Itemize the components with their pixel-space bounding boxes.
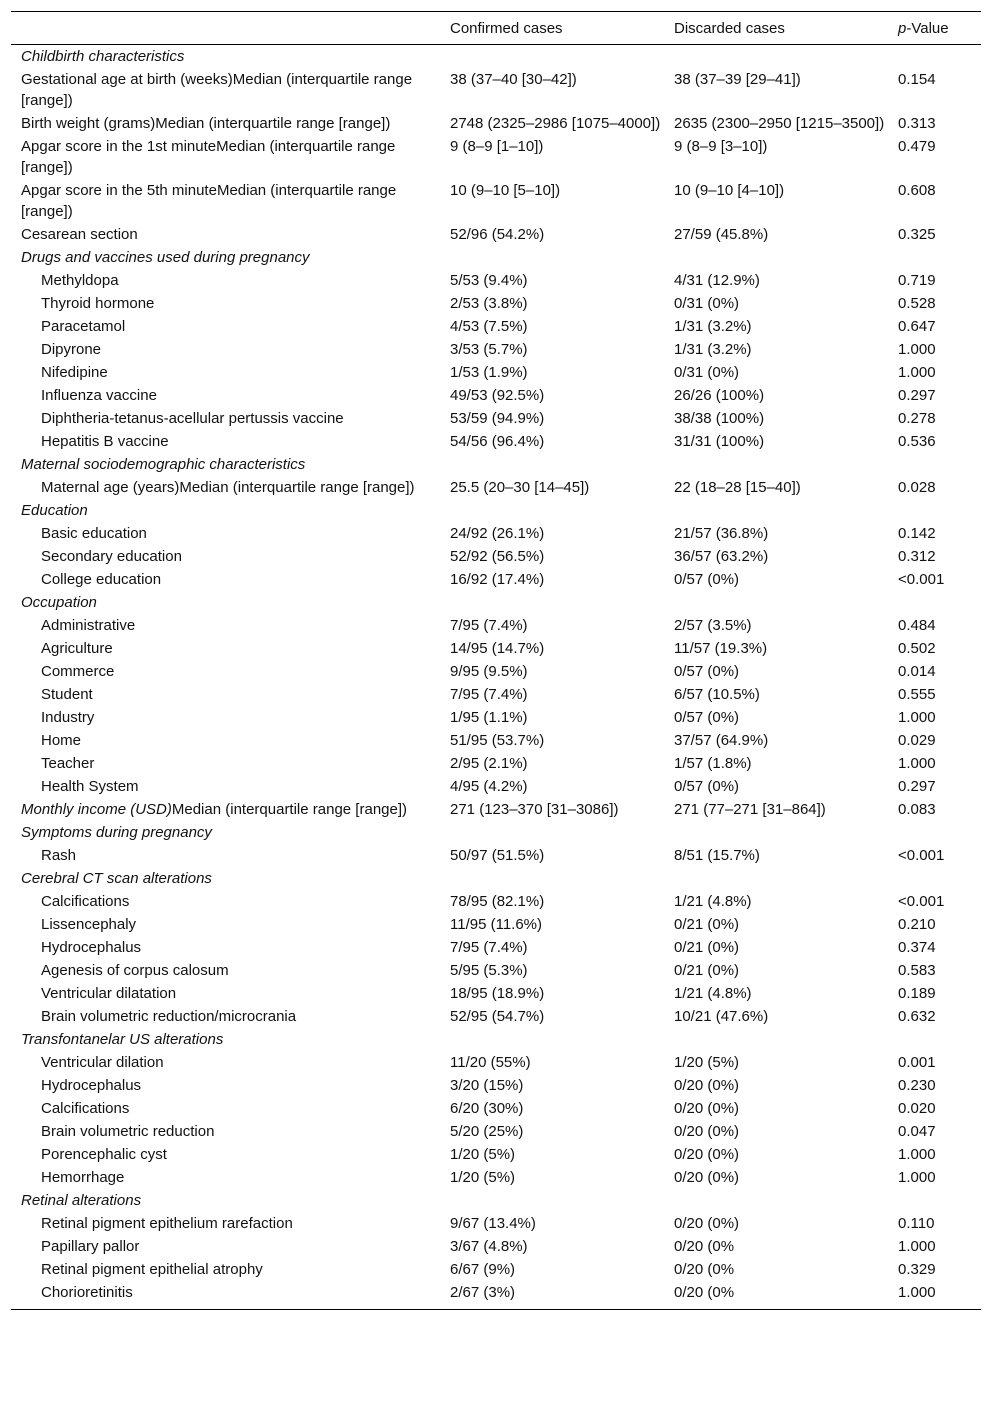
discarded-cell: 9 (8–9 [3–10]) xyxy=(674,138,768,155)
confirmed-cell: 50/97 (51.5%) xyxy=(450,847,545,864)
header-discarded: Discarded cases xyxy=(674,19,785,37)
row-label: Calcifications xyxy=(41,893,130,910)
section-row xyxy=(11,45,981,69)
row-label: Hydrocephalus xyxy=(41,939,142,956)
discarded-cell: 21/57 (36.8%) xyxy=(674,525,769,542)
p-value-cell: 0.312 xyxy=(898,548,936,565)
p-value-cell: 0.110 xyxy=(898,1215,935,1232)
row-label: Brain volumetric reduction xyxy=(41,1123,215,1140)
row-label: Lissencephaly xyxy=(41,916,137,933)
row-label: Ventricular dilation xyxy=(41,1054,164,1071)
table-row xyxy=(11,545,981,568)
p-value-cell: 1.000 xyxy=(898,709,936,726)
discarded-cell: 1/21 (4.8%) xyxy=(674,985,752,1002)
row-label: Cesarean section xyxy=(21,226,138,243)
discarded-cell: 1/31 (3.2%) xyxy=(674,318,752,335)
confirmed-cell: 52/92 (56.5%) xyxy=(450,548,545,565)
table-row xyxy=(11,430,981,453)
discarded-cell: 0/20 (0%) xyxy=(674,1077,740,1094)
table-row xyxy=(11,338,981,361)
header-p-value xyxy=(888,12,981,45)
table-row xyxy=(11,614,981,637)
row-label: Retinal pigment epithelial atrophy xyxy=(41,1261,263,1278)
table-row xyxy=(11,1281,981,1310)
p-value-cell: 0.001 xyxy=(898,1054,936,1071)
table-row xyxy=(11,637,981,660)
table-row xyxy=(11,361,981,384)
discarded-cell: 0/57 (0%) xyxy=(674,663,740,680)
table-header-row xyxy=(11,12,981,45)
confirmed-cell: 53/59 (94.9%) xyxy=(450,410,545,427)
table-row xyxy=(11,476,981,499)
section-row xyxy=(11,821,981,844)
discarded-cell: 38/38 (100%) xyxy=(674,410,765,427)
table-row xyxy=(11,913,981,936)
section-title: Retinal alterations xyxy=(21,1192,142,1209)
table-row xyxy=(11,959,981,982)
p-value-cell: 0.189 xyxy=(898,985,936,1002)
p-value-cell: 0.647 xyxy=(898,318,936,335)
confirmed-cell: 5/20 (25%) xyxy=(450,1123,524,1140)
row-label xyxy=(11,798,440,821)
discarded-cell: 38 (37–39 [29–41]) xyxy=(674,71,801,88)
p-value-cell: 0.297 xyxy=(898,778,936,795)
p-value-cell: <0.001 xyxy=(898,847,945,864)
confirmed-cell: 4/53 (7.5%) xyxy=(450,318,528,335)
p-value-cell: 1.000 xyxy=(898,364,936,381)
row-label: Calcifications xyxy=(41,1100,130,1117)
table-row xyxy=(11,1120,981,1143)
table-row xyxy=(11,1143,981,1166)
row-label: Commerce xyxy=(41,663,115,680)
row-label: Basic education xyxy=(41,525,147,542)
discarded-cell: 36/57 (63.2%) xyxy=(674,548,769,565)
p-value-cell: 0.014 xyxy=(898,663,936,680)
row-label: Agriculture xyxy=(41,640,113,657)
discarded-cell: 1/57 (1.8%) xyxy=(674,755,752,772)
p-value-cell: 0.020 xyxy=(898,1100,936,1117)
row-label: Secondary education xyxy=(41,548,182,565)
p-value-cell: <0.001 xyxy=(898,893,945,910)
table-row xyxy=(11,68,981,112)
p-value-cell: <0.001 xyxy=(898,571,945,588)
table-row xyxy=(11,179,981,223)
section-title: Drugs and vaccines used during pregnancy xyxy=(21,249,310,266)
row-label: Apgar score in the 1st minuteMedian (interquartile range [range]) xyxy=(21,138,396,176)
discarded-cell: 0/21 (0%) xyxy=(674,916,740,933)
row-label: Hepatitis B vaccine xyxy=(41,433,169,450)
discarded-cell: 22 (18–28 [15–40]) xyxy=(674,479,801,496)
confirmed-cell: 2/53 (3.8%) xyxy=(450,295,528,312)
discarded-cell: 0/20 (0%) xyxy=(674,1215,740,1232)
table-row xyxy=(11,890,981,913)
row-label-italic: Monthly income (USD) xyxy=(21,801,172,818)
table-row xyxy=(11,936,981,959)
confirmed-cell: 51/95 (53.7%) xyxy=(450,732,545,749)
confirmed-cell: 1/20 (5%) xyxy=(450,1169,516,1186)
discarded-cell: 31/31 (100%) xyxy=(674,433,765,450)
table-row xyxy=(11,269,981,292)
row-label: Ventricular dilatation xyxy=(41,985,177,1002)
row-label: Apgar score in the 5th minuteMedian (interquartile range [range]) xyxy=(21,182,397,220)
row-label-rest: Median (interquartile range [range]) xyxy=(171,801,408,818)
confirmed-cell: 54/56 (96.4%) xyxy=(450,433,545,450)
discarded-cell: 0/20 (0%) xyxy=(674,1146,740,1163)
section-title: Education xyxy=(21,502,88,519)
table-row xyxy=(11,223,981,246)
row-label: Student xyxy=(41,686,93,703)
discarded-cell: 0/21 (0%) xyxy=(674,939,740,956)
confirmed-cell: 3/53 (5.7%) xyxy=(450,341,528,358)
p-value-cell: 0.374 xyxy=(898,939,936,956)
confirmed-cell: 5/95 (5.3%) xyxy=(450,962,528,979)
section-title: Symptoms during pregnancy xyxy=(21,824,212,841)
confirmed-cell: 6/20 (30%) xyxy=(450,1100,524,1117)
discarded-cell: 0/21 (0%) xyxy=(674,962,740,979)
confirmed-cell: 52/95 (54.7%) xyxy=(450,1008,545,1025)
table-row xyxy=(11,568,981,591)
p-value-cell: 0.484 xyxy=(898,617,936,634)
table-row xyxy=(11,798,981,821)
p-value-cell: 1.000 xyxy=(898,1284,936,1301)
confirmed-cell: 3/67 (4.8%) xyxy=(450,1238,528,1255)
p-value-cell: 0.536 xyxy=(898,433,936,450)
table-row xyxy=(11,1074,981,1097)
row-label: Chorioretinitis xyxy=(41,1284,133,1301)
table-row xyxy=(11,315,981,338)
p-value-cell: 0.142 xyxy=(898,525,936,542)
p-value-cell: 0.083 xyxy=(898,801,936,818)
confirmed-cell: 7/95 (7.4%) xyxy=(450,939,528,956)
confirmed-cell: 2748 (2325–2986 [1075–4000]) xyxy=(450,115,661,132)
confirmed-cell: 14/95 (14.7%) xyxy=(450,640,545,657)
discarded-cell: 0/31 (0%) xyxy=(674,295,740,312)
row-label: Dipyrone xyxy=(41,341,102,358)
table-row xyxy=(11,683,981,706)
section-title: Cerebral CT scan alterations xyxy=(21,870,212,887)
p-value-cell: 0.632 xyxy=(898,1008,936,1025)
section-row xyxy=(11,591,981,614)
row-label: Hemorrhage xyxy=(41,1169,125,1186)
p-value-cell: 0.029 xyxy=(898,732,936,749)
row-label: College education xyxy=(41,571,162,588)
discarded-cell: 10/21 (47.6%) xyxy=(674,1008,769,1025)
table-row xyxy=(11,775,981,798)
confirmed-cell: 49/53 (92.5%) xyxy=(450,387,545,404)
row-label: Hydrocephalus xyxy=(41,1077,142,1094)
p-value-cell: 0.608 xyxy=(898,182,936,199)
row-label: Maternal age (years)Median (interquartile range [range]) xyxy=(41,479,415,496)
p-value-cell: 0.555 xyxy=(898,686,936,703)
section-row xyxy=(11,1028,981,1051)
confirmed-cell: 24/92 (26.1%) xyxy=(450,525,545,542)
row-label: Industry xyxy=(41,709,95,726)
discarded-cell: 11/57 (19.3%) xyxy=(674,640,768,657)
row-label: Thyroid hormone xyxy=(41,295,155,312)
table-row xyxy=(11,1235,981,1258)
confirmed-cell: 1/20 (5%) xyxy=(450,1146,516,1163)
discarded-cell: 6/57 (10.5%) xyxy=(674,686,760,703)
confirmed-cell: 1/95 (1.1%) xyxy=(450,709,528,726)
table-row xyxy=(11,706,981,729)
confirmed-cell: 11/95 (11.6%) xyxy=(450,916,542,933)
confirmed-cell: 3/20 (15%) xyxy=(450,1077,524,1094)
confirmed-cell: 7/95 (7.4%) xyxy=(450,617,528,634)
p-value-cell: 1.000 xyxy=(898,1146,936,1163)
table-row xyxy=(11,660,981,683)
table-row xyxy=(11,292,981,315)
p-value-cell: 1.000 xyxy=(898,1169,936,1186)
table-row xyxy=(11,384,981,407)
confirmed-cell: 2/95 (2.1%) xyxy=(450,755,528,772)
section-row xyxy=(11,1189,981,1212)
confirmed-cell: 4/95 (4.2%) xyxy=(450,778,528,795)
table-row xyxy=(11,982,981,1005)
header-label xyxy=(11,12,440,45)
table-container xyxy=(11,11,981,1310)
header-p-rest: -Value xyxy=(906,19,949,37)
table-row xyxy=(11,752,981,775)
header-confirmed: Confirmed cases xyxy=(450,19,563,37)
discarded-cell: 0/31 (0%) xyxy=(674,364,740,381)
discarded-cell: 1/21 (4.8%) xyxy=(674,893,752,910)
table-row xyxy=(11,522,981,545)
p-value-cell: 1.000 xyxy=(898,1238,936,1255)
section-row xyxy=(11,499,981,522)
confirmed-cell: 25.5 (20–30 [14–45]) xyxy=(450,479,590,496)
discarded-cell: 2635 (2300–2950 [1215–3500]) xyxy=(674,115,885,132)
discarded-cell: 0/20 (0% xyxy=(674,1238,735,1255)
section-title: Transfontanelar US alterations xyxy=(21,1031,224,1048)
row-label: Health System xyxy=(41,778,139,795)
table-row xyxy=(11,844,981,867)
table-row xyxy=(11,1166,981,1189)
confirmed-cell: 1/53 (1.9%) xyxy=(450,364,528,381)
table-row xyxy=(11,1051,981,1074)
discarded-cell: 4/31 (12.9%) xyxy=(674,272,760,289)
confirmed-cell: 10 (9–10 [5–10]) xyxy=(450,182,561,199)
row-label: Gestational age at birth (weeks)Median (interquartile range [range]) xyxy=(21,71,413,109)
section-row xyxy=(11,453,981,476)
confirmed-cell: 9/95 (9.5%) xyxy=(450,663,528,680)
discarded-cell: 1/20 (5%) xyxy=(674,1054,740,1071)
confirmed-cell: 6/67 (9%) xyxy=(450,1261,516,1278)
discarded-cell: 10 (9–10 [4–10]) xyxy=(674,182,785,199)
confirmed-cell: 18/95 (18.9%) xyxy=(450,985,545,1002)
p-value-cell: 0.528 xyxy=(898,295,936,312)
discarded-cell: 2/57 (3.5%) xyxy=(674,617,752,634)
row-label: Influenza vaccine xyxy=(41,387,157,404)
row-label: Diphtheria-tetanus-acellular pertussis vaccine xyxy=(41,410,344,427)
section-title: Maternal sociodemographic characteristics xyxy=(21,456,306,473)
row-label: Teacher xyxy=(41,755,95,772)
row-label: Home xyxy=(41,732,82,749)
discarded-cell: 0/20 (0%) xyxy=(674,1100,740,1117)
row-label: Administrative xyxy=(41,617,136,634)
table-row xyxy=(11,112,981,135)
p-value-cell: 0.479 xyxy=(898,138,936,155)
table-row xyxy=(11,1212,981,1235)
table-row xyxy=(11,407,981,430)
discarded-cell: 0/57 (0%) xyxy=(674,709,740,726)
section-row xyxy=(11,246,981,269)
p-value-cell: 0.210 xyxy=(898,916,936,933)
p-value-cell: 0.313 xyxy=(898,115,936,132)
discarded-cell: 8/51 (15.7%) xyxy=(674,847,760,864)
row-label: Nifedipine xyxy=(41,364,108,381)
p-value-cell: 0.047 xyxy=(898,1123,936,1140)
p-value-cell: 0.329 xyxy=(898,1261,936,1278)
p-value-cell: 0.502 xyxy=(898,640,936,657)
confirmed-cell: 78/95 (82.1%) xyxy=(450,893,545,910)
discarded-cell: 0/20 (0% xyxy=(674,1284,735,1301)
row-label: Papillary pallor xyxy=(41,1238,140,1255)
p-value-cell: 0.278 xyxy=(898,410,936,427)
table-row xyxy=(11,135,981,179)
discarded-cell: 0/57 (0%) xyxy=(674,571,740,588)
confirmed-cell: 9 (8–9 [1–10]) xyxy=(450,138,544,155)
discarded-cell: 1/31 (3.2%) xyxy=(674,341,752,358)
p-value-cell: 0.583 xyxy=(898,962,936,979)
row-label: Paracetamol xyxy=(41,318,126,335)
discarded-cell: 271 (77–271 [31–864]) xyxy=(674,801,826,818)
p-value-cell: 0.028 xyxy=(898,479,936,496)
p-value-cell: 1.000 xyxy=(898,755,936,772)
confirmed-cell: 16/92 (17.4%) xyxy=(450,571,545,588)
discarded-cell: 0/20 (0%) xyxy=(674,1169,740,1186)
confirmed-cell: 52/96 (54.2%) xyxy=(450,226,545,243)
row-label: Rash xyxy=(41,847,77,864)
p-value-cell: 0.154 xyxy=(898,71,936,88)
confirmed-cell: 9/67 (13.4%) xyxy=(450,1215,536,1232)
table-body xyxy=(11,45,981,1310)
data-table xyxy=(11,11,981,1310)
discarded-cell: 0/20 (0%) xyxy=(674,1123,740,1140)
row-label: Porencephalic cyst xyxy=(41,1146,167,1163)
p-value-cell: 0.230 xyxy=(898,1077,936,1094)
row-label: Brain volumetric reduction/microcrania xyxy=(41,1008,297,1025)
p-value-cell: 0.325 xyxy=(898,226,936,243)
discarded-cell: 37/57 (64.9%) xyxy=(674,732,769,749)
confirmed-cell: 38 (37–40 [30–42]) xyxy=(450,71,577,88)
row-label: Retinal pigment epithelium rarefaction xyxy=(41,1215,293,1232)
table-row xyxy=(11,1005,981,1028)
table-row xyxy=(11,729,981,752)
confirmed-cell: 5/53 (9.4%) xyxy=(450,272,528,289)
discarded-cell: 0/57 (0%) xyxy=(674,778,740,795)
p-value-cell: 0.719 xyxy=(898,272,936,289)
confirmed-cell: 2/67 (3%) xyxy=(450,1284,516,1301)
header-p-italic: p xyxy=(898,19,907,37)
p-value-cell: 1.000 xyxy=(898,341,936,358)
discarded-cell: 27/59 (45.8%) xyxy=(674,226,769,243)
section-row xyxy=(11,867,981,890)
section-title: Childbirth characteristics xyxy=(21,48,185,65)
confirmed-cell: 271 (123–370 [31–3086]) xyxy=(450,801,619,818)
discarded-cell: 26/26 (100%) xyxy=(674,387,765,404)
table-row xyxy=(11,1258,981,1281)
confirmed-cell: 11/20 (55%) xyxy=(450,1054,531,1071)
table-row xyxy=(11,1097,981,1120)
section-title: Occupation xyxy=(21,594,97,611)
confirmed-cell: 7/95 (7.4%) xyxy=(450,686,528,703)
row-label: Birth weight (grams)Median (interquartile range [range]) xyxy=(21,115,391,132)
p-value-cell: 0.297 xyxy=(898,387,936,404)
row-label: Agenesis of corpus calosum xyxy=(41,962,229,979)
discarded-cell: 0/20 (0% xyxy=(674,1261,735,1278)
row-label: Methyldopa xyxy=(41,272,119,289)
